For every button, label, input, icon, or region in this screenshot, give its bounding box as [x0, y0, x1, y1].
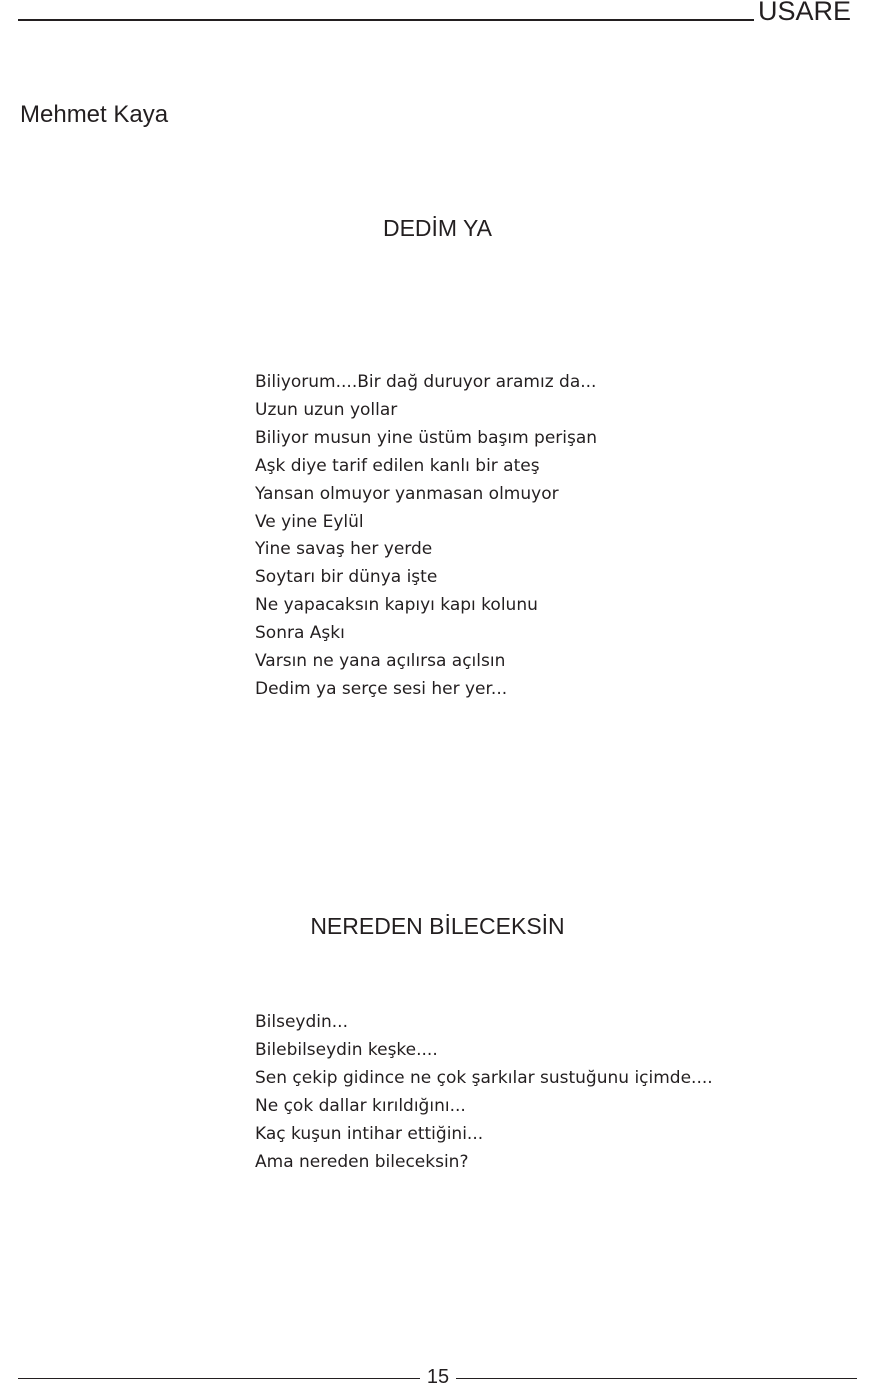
journal-name: USARE [758, 0, 852, 26]
poem-title-dedim-ya: DEDİM YA [382, 215, 493, 241]
poem-line: Bilebilseydin keşke.... [255, 1039, 438, 1060]
poem-line: Biliyor musun yine üstüm başım perişan [255, 427, 598, 448]
poem-line: Bilseydin... [255, 1012, 348, 1032]
poem-body-dedim-ya [255, 369, 597, 704]
poem-line: Biliyorum....Bir dağ duruyor aramız da... [255, 372, 597, 392]
header-rule [18, 19, 754, 21]
footer-rule-left [18, 1378, 420, 1379]
page-number: 15 [426, 1366, 450, 1388]
poem-line: Uzun uzun yollar [255, 399, 398, 420]
poem-title-nereden-bileceksin: NEREDEN BİLECEKSİN [310, 913, 565, 939]
poem-line: Dedim ya serçe sesi her yer... [255, 678, 508, 699]
poem-line: Aşk diye tarif edilen kanlı bir ateş [255, 455, 540, 476]
poem-line: Soytarı bir dünya işte [255, 567, 438, 588]
poem-body-nereden-bileceksin [255, 1009, 713, 1176]
poem-line: Ne çok dallar kırıldığını... [255, 1095, 466, 1116]
poem-line: Ama nereden bileceksin? [255, 1151, 469, 1172]
author-name: Mehmet Kaya [20, 101, 169, 128]
poem-line: Ve yine Eylül [255, 511, 364, 532]
poem-line: Kaç kuşun intihar ettiğini... [255, 1123, 484, 1144]
footer-rule-right [456, 1378, 857, 1379]
poem-line: Yine savaş her yerde [255, 539, 433, 560]
poem-line: Varsın ne yana açılırsa açılsın [255, 651, 506, 672]
poem-line: Yansan olmuyor yanmasan olmuyor [255, 483, 559, 504]
poem-line: Sen çekip gidince ne çok şarkılar sustuğunu içimde.... [255, 1067, 713, 1088]
poem-line: Sonra Aşkı [255, 623, 345, 644]
poem-line: Ne yapacaksın kapıyı kapı kolunu [255, 595, 538, 616]
